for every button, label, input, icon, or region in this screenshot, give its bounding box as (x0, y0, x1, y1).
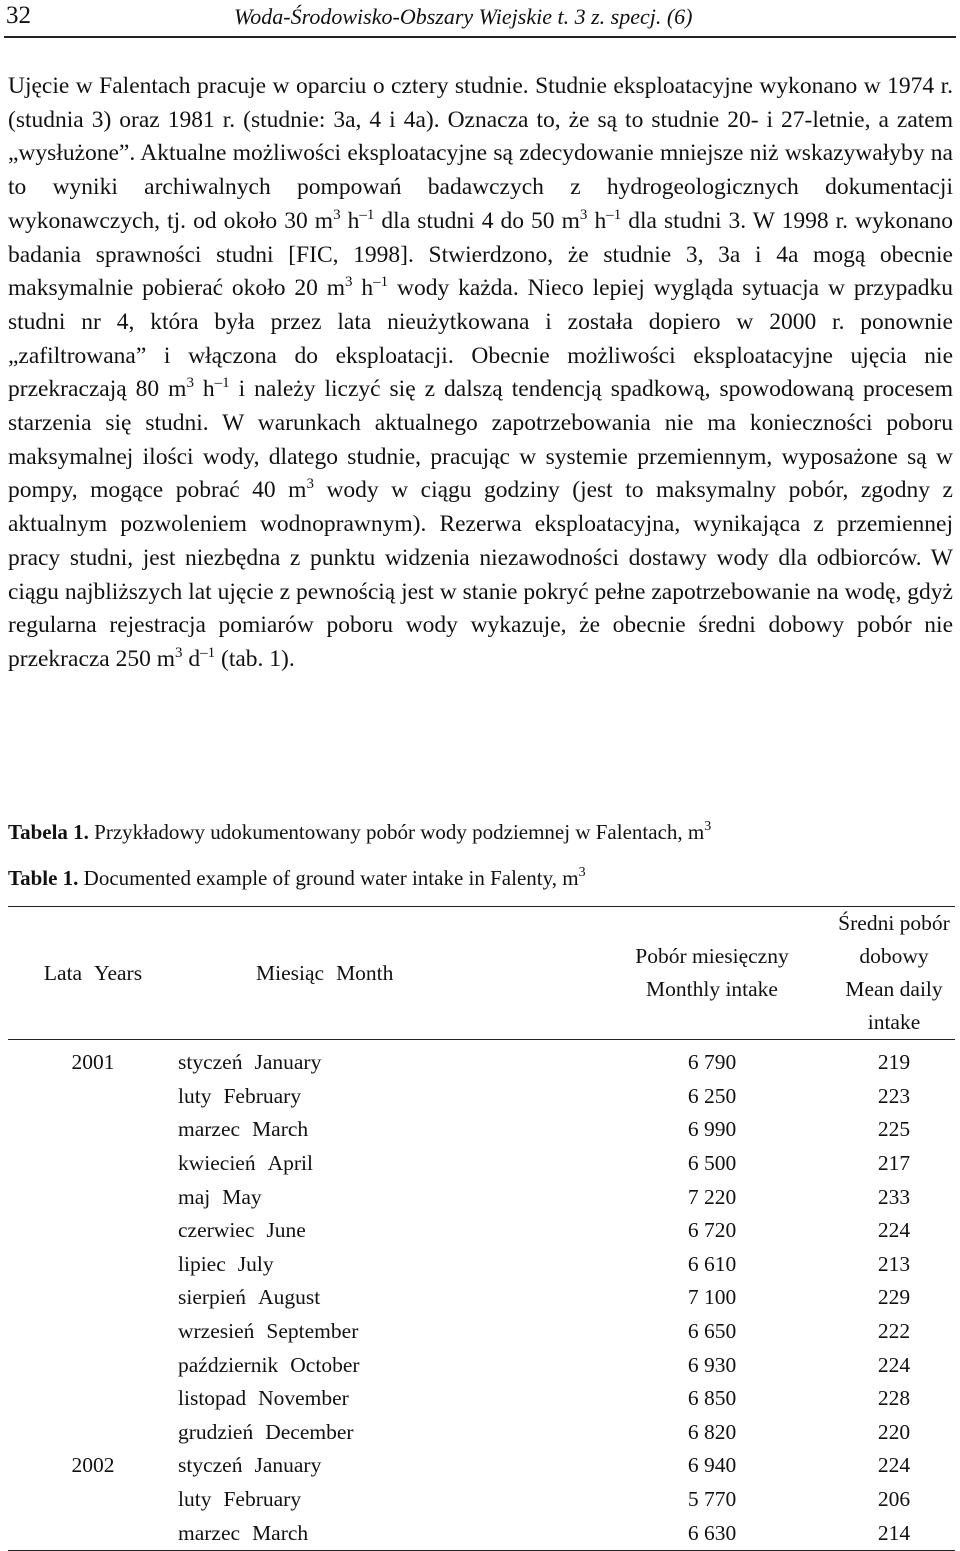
table-header-row (8, 907, 955, 1040)
cell-month (178, 1180, 591, 1214)
cell-monthly-intake: 6 940 (687, 1453, 737, 1478)
cell-mean-daily: 217 (877, 1151, 911, 1176)
month-en: September (266, 1319, 359, 1344)
table-row (8, 1416, 955, 1450)
cell-mean-daily: 225 (877, 1117, 911, 1142)
cell-year (8, 1248, 178, 1282)
month-pl: sierpień (178, 1285, 247, 1310)
month-pl: lipiec (178, 1251, 226, 1276)
month-pl: listopad (178, 1386, 247, 1411)
table-row (8, 1348, 955, 1382)
cell-monthly-intake: 6 650 (687, 1319, 737, 1344)
page-number: 32 (6, 2, 31, 29)
cell-year (8, 1483, 178, 1517)
cell-mean-daily: 214 (877, 1520, 911, 1545)
table-row (8, 1147, 955, 1181)
table-caption-pl: Tabela 1. Przykładowy udokumentowany pobór wody podziemnej w Falentach, $m^3$ (8, 819, 712, 844)
cell-mean-daily: 206 (877, 1487, 911, 1512)
month-pl: kwiecień (178, 1151, 256, 1176)
table-row (8, 1180, 955, 1214)
cell-year: 2002 (71, 1453, 115, 1478)
table-row (8, 1248, 955, 1282)
cell-mean-daily: 224 (877, 1218, 911, 1243)
month-en: August (258, 1285, 321, 1310)
cell-monthly-intake: 7 220 (687, 1184, 737, 1209)
month-pl: luty (178, 1083, 212, 1108)
cell-monthly-intake: 6 630 (687, 1520, 737, 1545)
month-en: February (223, 1487, 302, 1512)
cell-mean-daily: 228 (877, 1386, 911, 1411)
table-row (8, 1040, 955, 1080)
cell-monthly-intake: 6 610 (687, 1251, 737, 1276)
cell-mean-daily: 224 (877, 1453, 911, 1478)
cell-month (178, 1449, 591, 1483)
cell-mean-daily: 229 (877, 1285, 911, 1310)
table-row (8, 1483, 955, 1517)
cell-month (178, 1348, 591, 1382)
month-pl: styczeń (178, 1453, 243, 1478)
month-en: January (254, 1050, 322, 1075)
cell-monthly-intake: 6 850 (687, 1386, 737, 1411)
header-monthly-intake: Pobór miesięczny Monthly intake (635, 944, 789, 1001)
cell-monthly-intake: 6 250 (687, 1083, 737, 1108)
cell-month (178, 1080, 591, 1114)
cell-year (8, 1315, 178, 1349)
month-pl: czerwiec (178, 1218, 255, 1243)
month-en: April (267, 1151, 313, 1176)
cell-month (178, 1315, 591, 1349)
month-en: January (254, 1453, 322, 1478)
table-row (8, 1449, 955, 1483)
table-row (8, 1214, 955, 1248)
cell-year (8, 1348, 178, 1382)
month-pl: marzec (178, 1520, 241, 1545)
header-year: Lata Years (43, 960, 143, 985)
month-en: June (266, 1218, 306, 1243)
month-en: November (258, 1386, 349, 1411)
cell-monthly-intake: 6 820 (687, 1419, 737, 1444)
table-row (8, 1113, 955, 1147)
cell-year (8, 1214, 178, 1248)
cell-month (178, 1113, 591, 1147)
cell-mean-daily: 219 (877, 1050, 911, 1075)
cell-month (178, 1281, 591, 1315)
cell-year (8, 1080, 178, 1114)
cell-year (8, 1416, 178, 1450)
month-pl: maj (178, 1184, 211, 1209)
cell-year (8, 1516, 178, 1550)
month-pl: styczeń (178, 1050, 243, 1075)
cell-mean-daily: 222 (877, 1319, 911, 1344)
table-row (8, 1516, 955, 1550)
table-caption-en: Table 1. Documented example of ground water intake in Falenty, $m^3$ (8, 865, 586, 890)
month-pl: grudzień (178, 1419, 254, 1444)
cell-monthly-intake: 6 720 (687, 1218, 737, 1243)
cell-mean-daily: 223 (877, 1083, 911, 1108)
cell-month (178, 1040, 591, 1080)
month-pl: luty (178, 1487, 212, 1512)
month-pl: październik (178, 1352, 279, 1377)
cell-month (178, 1516, 591, 1550)
cell-monthly-intake: 6 990 (687, 1117, 737, 1142)
cell-monthly-intake: 7 100 (687, 1285, 737, 1310)
cell-mean-daily: 224 (877, 1352, 911, 1377)
month-pl: wrzesień (178, 1319, 255, 1344)
cell-monthly-intake: 6 790 (687, 1050, 737, 1075)
cell-month (178, 1416, 591, 1450)
month-en: March (252, 1520, 309, 1545)
cell-mean-daily: 220 (877, 1419, 911, 1444)
cell-mean-daily: 213 (877, 1251, 911, 1276)
cell-month (178, 1147, 591, 1181)
table-row (8, 1281, 955, 1315)
cell-mean-daily: 233 (877, 1184, 911, 1209)
month-en: February (223, 1083, 302, 1108)
cell-year (8, 1180, 178, 1214)
table-row (8, 1315, 955, 1349)
header-mean-daily: Średni pobór dobowy Mean daily intake (838, 911, 950, 1034)
page-header (4, 0, 956, 38)
header-month: Miesiąc Month (256, 960, 394, 985)
cell-monthly-intake: 5 770 (687, 1487, 737, 1512)
journal-title: Woda-Środowisko-Obszary Wiejskie t. 3 z. specj. (6) (234, 4, 693, 29)
cell-month (178, 1214, 591, 1248)
month-en: July (237, 1251, 274, 1276)
cell-year (8, 1113, 178, 1147)
month-en: December (265, 1419, 354, 1444)
body-paragraph: Ujęcie w Falentach pracuje w oparciu o cztery studnie. Studnie eksploatacyjne wykonano w 1974 r. (studnia 3) oraz 1981 r. (studnie: 3a, 4 i 4a). Oznacza to, że są to studnie 20- i 27-letnie, a zatem „wysłużone”. Aktualne możliwości eksploatacyjne są zdecydowanie mniejsze niż wskazywałyby na to wyniki archiwalnych pompowań badawczych z hydrogeologicznych dokumentacji wykonawczych, tj. od około 30 $m^3$ $h^{-1}$ dla studni 4 do 50 $m^3$ $h^{-1}$ dla studni 3. W 1998 r. wykonano badania sprawności studni [FIC, 1998]. Stwierdzono, że studnie 3, 3a i 4a mogą obecnie maksymalnie pobierać około 20 $m^3$ $h^{-1}$ wody każda. Nieco lepiej wygląda sytuacja w przypadku studni nr 4, która była przez lata nieużytkowana i została dopiero w 2000 r. ponownie „zafiltrowana” i włączona do eksploatacji. Obecnie możliwości eksploatacyjne ujęcia nie przekraczają 80 $m^3$ $h^{-1}$ i należy liczyć się z dalszą tendencją spadkową, spowodowaną procesem starzenia się studni. W warunkach aktualnego zapotrzebowania nie ma konieczności poboru maksymalnej ilości wody, dlatego studnie, pracując w systemie przemiennym, wyposażone są w pompy, mogące pobrać 40 $m^3$ wody w ciągu godziny (jest to maksymalny pobór, zgodny z aktualnym pozwoleniem wodnoprawnym). Rezerwa eksploatacyjna, wynikająca z przemiennej pracy studni, jest niezbędna z punktu widzenia niezawodności dostawy wody dla odbiorców. W ciągu najbliższych lat ujęcie z pewnością jest w stanie pokryć pełne zapotrzebowanie na wodę, gdyż regularna rejestracja pomiarów poboru wody wykazuje, że obecnie średni dobowy pobór nie przekracza 250 $m^3$ $d^{-1}$ (tab. 1). (8, 73, 954, 672)
cell-year (8, 1281, 178, 1315)
month-en: March (252, 1117, 309, 1142)
cell-year (8, 1382, 178, 1416)
cell-monthly-intake: 6 500 (687, 1151, 737, 1176)
cell-year (8, 1147, 178, 1181)
cell-year: 2001 (71, 1050, 115, 1075)
month-pl: marzec (178, 1117, 241, 1142)
cell-monthly-intake: 6 930 (687, 1352, 737, 1377)
cell-month (178, 1483, 591, 1517)
cell-month (178, 1248, 591, 1282)
month-en: May (222, 1184, 262, 1209)
table-row (8, 1382, 955, 1416)
table-row (8, 1080, 955, 1114)
water-intake-table (8, 906, 955, 1551)
month-en: October (290, 1352, 360, 1377)
cell-month (178, 1382, 591, 1416)
